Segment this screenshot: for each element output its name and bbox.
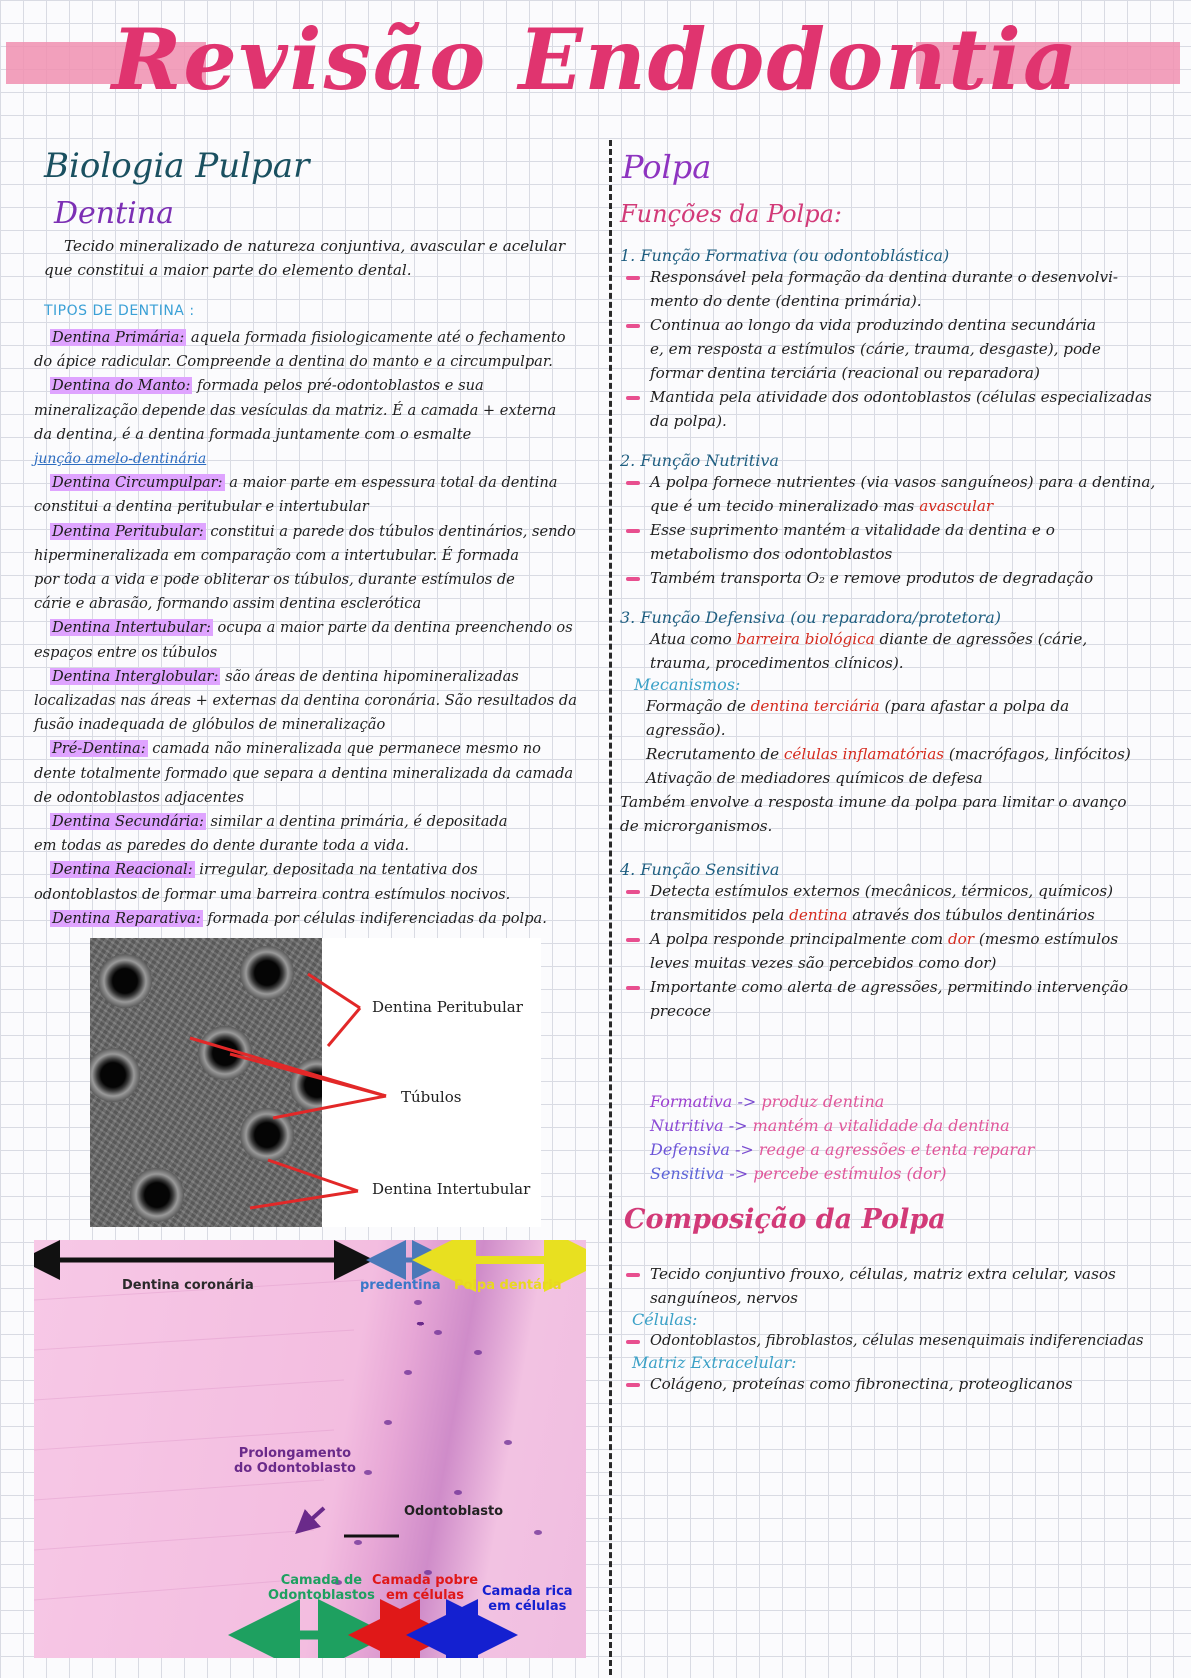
label-camada-rica	[482, 1584, 573, 1614]
keyword-red: barreira biológica	[736, 630, 875, 648]
text: transmitidos pela	[650, 906, 790, 924]
section-heading-biologia: Biologia Pulpar	[44, 146, 310, 186]
summary-text: percebe estímulos (dor)	[753, 1164, 947, 1183]
subheading-dentina: Dentina	[54, 196, 174, 231]
mecanismos-list	[620, 694, 1182, 790]
label-line: Odontoblastos	[268, 1588, 375, 1603]
tipo-text: camada não mineralizada que permanece mesmo no	[147, 740, 541, 758]
tipo-text: são áreas de dentina hipomineralizadas	[220, 667, 519, 685]
bullet-line: e, em resposta a estímulos (cárie, trauma, desgaste), pode	[650, 340, 1101, 358]
summary-text: produz dentina	[761, 1092, 885, 1111]
tipo-text: hipermineralizada em comparação com a intertubular. É formada	[34, 546, 519, 564]
sensitiva-bullet	[624, 927, 1182, 975]
bullet-line: Tecido conjuntivo frouxo, células, matriz extra celular, vasos	[650, 1265, 1116, 1283]
tipo-term: Dentina Circumpulpar:	[52, 474, 223, 492]
summary-label: Nutritiva	[650, 1116, 724, 1135]
tipo-text: do ápice radicular. Compreende a dentina do manto e a circumpulpar.	[34, 353, 553, 371]
tipo-text: ocupa a maior parte da dentina preenchendo os	[212, 619, 573, 637]
nutritiva-bullet	[624, 518, 1182, 566]
keyword-red: dentina terciária	[750, 697, 880, 715]
text: (para afastar a polpa da	[879, 697, 1070, 715]
nutritiva-bullet	[624, 470, 1182, 518]
cell-nucleus	[354, 1540, 362, 1545]
bullet-line: Esse suprimento mantém a vitalidade da dentina e o	[650, 521, 1055, 539]
label-prolongamento	[234, 1446, 356, 1476]
matriz-bullet: Colágeno, proteínas como fibronectina, proteoglicanos	[624, 1372, 1186, 1396]
tipo-text: irregular, depositada na tentativa dos	[194, 861, 478, 879]
text: (mesmo estímulos	[974, 930, 1119, 948]
tipo-term: Dentina Primária:	[52, 329, 185, 346]
cell-nucleus	[384, 1420, 392, 1425]
tipo-term: Dentina Peritubular:	[52, 522, 204, 540]
keyword-red: avascular	[919, 497, 994, 515]
cell-nucleus	[404, 1370, 412, 1375]
label-dentina-peritubular: Dentina Peritubular	[372, 998, 523, 1016]
tipo-reparativa	[34, 907, 604, 931]
histo-streaks	[34, 1280, 364, 1600]
tipo-term: Pré-Dentina:	[52, 740, 146, 758]
summary-row-sensitiva	[650, 1162, 1180, 1186]
keyword-red: células inflamatórias	[783, 745, 945, 763]
sensitiva-bullet	[624, 975, 1182, 1023]
text: A polpa responde principalmente com	[650, 930, 948, 948]
celulas-label: Células:	[632, 1310, 698, 1329]
text: Recrutamento de	[646, 745, 784, 763]
nutritiva-bullet	[624, 566, 1182, 590]
cell-nucleus	[434, 1330, 442, 1335]
arrow-icon: ->	[728, 1116, 748, 1135]
cell-nucleus	[454, 1490, 462, 1495]
bullet-line	[650, 494, 1182, 518]
label-camada-odontoblastos	[268, 1573, 375, 1603]
tipo-text: constitui a dentina peritubular e intertubular	[34, 498, 369, 516]
defensiva-text	[620, 627, 1182, 675]
tipo-text: espaços entre os túbulos	[34, 643, 218, 661]
intro-line: Tecido mineralizado de natureza conjuntiva, avascular e acelular	[64, 237, 566, 255]
label-line: Prolongamento	[238, 1446, 352, 1461]
mecanismos-title: Mecanismos:	[634, 675, 741, 694]
tipo-reacional	[34, 858, 604, 906]
label-line: do Odontoblasto	[234, 1461, 356, 1476]
text: Atua como	[650, 630, 737, 648]
mecanismo-line	[646, 742, 1182, 766]
defensiva-line: trauma, procedimentos clínicos).	[650, 654, 904, 672]
summary-row-defensiva	[650, 1138, 1180, 1162]
keyword-red: dor	[947, 930, 975, 948]
bullet-line: formar dentina terciária (reacional ou reparadora)	[650, 364, 1040, 382]
tipo-secundaria	[34, 810, 604, 858]
tipo-text: cárie e abrasão, formando assim dentina esclerótica	[34, 595, 422, 613]
bullet-line: precoce	[650, 1002, 712, 1020]
tipo-interglobular	[34, 665, 604, 738]
bullet-line: A polpa fornece nutrientes (via vasos sanguíneos) para a dentina,	[650, 473, 1156, 491]
tipo-manto	[34, 374, 604, 447]
tipo-text: a maior parte em espessura total da dentina	[224, 474, 558, 492]
matriz-label: Matriz Extracelular:	[632, 1353, 797, 1372]
label-predentina: predentina	[360, 1278, 441, 1293]
text: (macrófagos, linfócitos)	[944, 745, 1131, 763]
summary-text: mantém a vitalidade da dentina	[752, 1116, 1010, 1135]
summary-label: Defensiva	[650, 1140, 730, 1159]
bullet-line: metabolismo dos odontoblastos	[650, 545, 893, 563]
label-line: em células	[488, 1599, 567, 1614]
tipo-text: da dentina, é a dentina formada juntamente com o esmalte	[34, 425, 472, 443]
bullet-line: mento do dente (dentina primária).	[650, 292, 922, 310]
tipo-primaria	[34, 326, 604, 374]
bullet-line: Detecta estímulos externos (mecânicos, térmicos, químicos)	[650, 882, 1114, 900]
label-dentina-coronaria: Dentina coronária	[122, 1278, 254, 1293]
tipo-pre-dentina	[34, 737, 604, 810]
tipo-circumpulpar	[34, 471, 604, 519]
tipo-term: Dentina Intertubular:	[52, 619, 211, 637]
label-line: Camada pobre	[372, 1573, 479, 1588]
section-heading-polpa: Polpa	[622, 148, 712, 186]
dentina-intro	[44, 234, 604, 282]
extra-line: Também envolve a resposta imune da polpa para limitar o avanço	[620, 793, 1127, 811]
formativa-bullet	[624, 265, 1182, 313]
label-line: Camada de	[280, 1573, 363, 1588]
bullet-line: Responsável pela formação da dentina durante o desenvolvi-	[650, 268, 1119, 286]
celulas-bullet: Odontoblastos, fibroblastos, células mesenquimais indiferenciadas	[624, 1329, 1186, 1353]
bullet-line: sanguíneos, nervos	[650, 1289, 798, 1307]
summary-row-nutritiva	[650, 1114, 1180, 1138]
tipo-text: similar a dentina primária, é depositada	[205, 813, 508, 831]
bullet-line	[650, 903, 1182, 927]
formativa-bullet	[624, 385, 1182, 433]
tipo-text: de odontoblastos adjacentes	[34, 788, 245, 806]
defensiva-line	[650, 627, 1182, 651]
tipo-term: Dentina Reacional:	[52, 861, 193, 879]
text: através dos túbulos dentinários	[847, 906, 1095, 924]
cell-nucleus	[364, 1470, 372, 1475]
tipos-list	[34, 326, 604, 931]
cell-nucleus	[414, 1300, 422, 1305]
intro-line: que constitui a maior parte do elemento dental.	[44, 261, 412, 279]
tipo-term: Dentina Reparativa:	[52, 909, 201, 927]
funcao-defensiva-title: 3. Função Defensiva (ou reparadora/protetora)	[620, 608, 1001, 627]
funcao-sensitiva-title: 4. Função Sensitiva	[620, 860, 780, 879]
composicao-content	[620, 1262, 1186, 1396]
tipo-text: constitui a parede dos túbulos dentinários, sendo	[205, 522, 576, 540]
text: diante de agressões (cárie,	[874, 630, 1088, 648]
tipo-text: odontoblastos de formar uma barreira contra estímulos nocivos.	[34, 885, 511, 903]
bullet-line: Continua ao longo da vida produzindo dentina secundária	[650, 316, 1096, 334]
summary-label: Sensitiva	[650, 1164, 725, 1183]
bullet-line: Mantida pela atividade dos odontoblastos (células especializadas	[650, 388, 1152, 406]
summary-row-formativa	[650, 1090, 1180, 1114]
tipos-label: TIPOS DE DENTINA :	[44, 303, 195, 319]
column-divider	[609, 140, 612, 1675]
composicao-bullet	[624, 1262, 1186, 1310]
label-odontoblasto: Odontoblasto	[404, 1504, 504, 1519]
bullet-line: Importante como alerta de agressões, permitindo intervenção	[650, 978, 1128, 996]
bullet-line: leves muitas vezes são percebidos como dor)	[650, 954, 997, 972]
funcoes-content	[620, 246, 1182, 1023]
mecanismo-line: Ativação de mediadores químicos de defesa	[646, 769, 983, 787]
tipo-text: localizadas nas áreas + externas da dentina coronária. São resultados da	[34, 692, 577, 710]
extra-line: de microrganismos.	[620, 817, 773, 835]
mecanismo-line: agressão).	[646, 721, 726, 739]
arrow-icon: ->	[729, 1164, 749, 1183]
page-title: Revisão Endodontia	[111, 10, 1080, 109]
summary-label: Formativa	[650, 1092, 733, 1111]
tipo-term: Dentina Interglobular:	[52, 667, 219, 685]
defensiva-extra	[620, 790, 1182, 838]
tipo-peritubular	[34, 520, 604, 617]
tipo-text: em todas as paredes do dente durante toda a vida.	[34, 837, 410, 855]
tipo-text: formada pelos pré-odontoblastos e sua	[192, 377, 484, 395]
mecanismo-line	[646, 694, 1182, 718]
sem-micrograph-figure	[90, 938, 541, 1227]
arrow-icon: ->	[737, 1092, 757, 1111]
tipo-text: aquela formada fisiologicamente até o fechamento	[186, 329, 566, 346]
tipo-term: Dentina do Manto:	[52, 377, 191, 395]
text: Formação de	[646, 697, 751, 715]
label-polpa-dentaria: Polpa dentária	[454, 1278, 562, 1293]
composicao-title: Composição da Polpa	[624, 1204, 946, 1235]
label-tubulos: Túbulos	[401, 1088, 462, 1106]
formativa-bullet	[624, 313, 1182, 385]
histology-figure	[34, 1240, 586, 1658]
funcoes-summary	[650, 1090, 1180, 1186]
juncao-note: junção amelo-dentinária	[34, 451, 207, 468]
label-line: em células	[385, 1588, 465, 1603]
tipo-text: por toda a vida e pode obliterar os túbulos, durante estímulos de	[34, 571, 515, 589]
arrow-icon: ->	[735, 1140, 754, 1159]
tipo-intertubular	[34, 616, 604, 664]
tipo-term: Dentina Secundária:	[52, 813, 204, 831]
cell-nucleus	[474, 1350, 482, 1355]
tipo-text: mineralização depende das vesículas da matriz. É a camada + externa	[34, 401, 557, 419]
label-dentina-intertubular: Dentina Intertubular	[372, 1180, 531, 1198]
bullet-text: que é um tecido mineralizado mas	[650, 497, 920, 515]
funcao-nutritiva-title: 2. Função Nutritiva	[620, 451, 779, 470]
summary-text: reage a agressões e tenta reparar	[758, 1140, 1035, 1159]
cell-nucleus	[504, 1440, 512, 1445]
bullet-line: Também transporta O₂ e remove produtos de degradação	[650, 569, 1094, 587]
tipo-text: dente totalmente formado que separa a dentina mineralizada da camada	[34, 764, 574, 782]
label-line: Camada rica	[482, 1584, 573, 1599]
funcoes-title: Funções da Polpa:	[620, 200, 842, 228]
sensitiva-bullet	[624, 879, 1182, 927]
bullet-line	[650, 927, 1182, 951]
tipo-text: fusão inadequada de glóbulos de mineralização	[34, 716, 386, 734]
keyword-red: dentina	[789, 906, 848, 924]
tipo-text: formada por células indiferenciadas da polpa.	[202, 909, 547, 927]
cell-nucleus	[534, 1530, 542, 1535]
bullet-line: da polpa).	[650, 412, 727, 430]
funcao-formativa-title: 1. Função Formativa (ou odontoblástica)	[620, 246, 950, 265]
label-camada-pobre	[372, 1573, 478, 1603]
